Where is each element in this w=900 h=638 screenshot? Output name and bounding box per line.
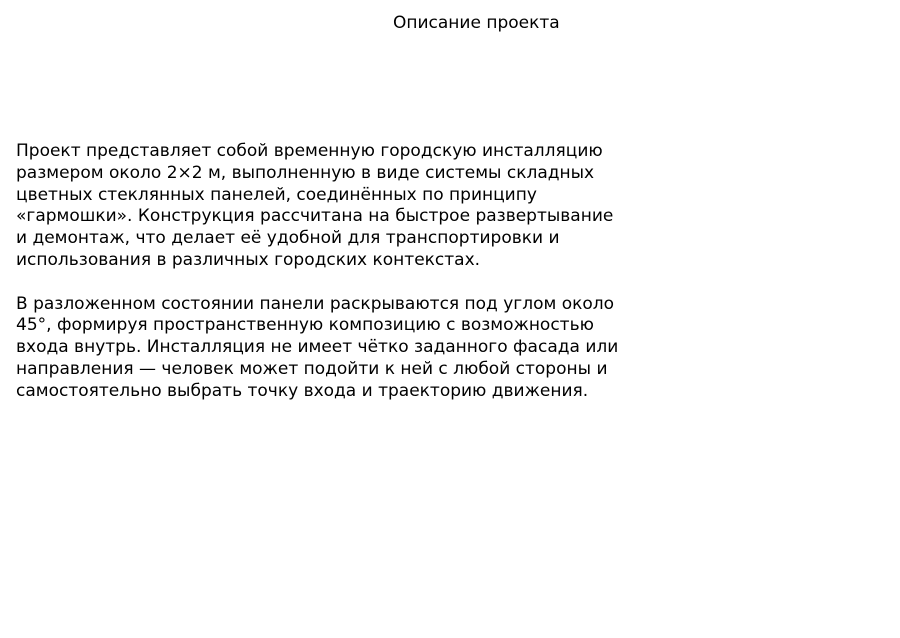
paragraph-line: В разложенном состоянии панели раскрываются под углом около [16, 293, 615, 314]
paragraph-line: и демонтаж, что делает её удобной для транспортировки и [16, 228, 560, 249]
document-body [16, 141, 676, 403]
page-title: Описание проекта [393, 13, 560, 33]
paragraph-2 [16, 294, 676, 403]
paragraph-line: самостоятельно выбрать точку входа и траекторию движения. [16, 380, 589, 401]
paragraph-line: входа внутрь. Инсталляция не имеет чётко заданного фасада или [16, 337, 619, 358]
paragraph-line: направления — человек может подойти к ней с любой стороны и [16, 358, 608, 379]
paragraph-line: Проект представляет собой временную городскую инсталляцию [16, 141, 603, 161]
paragraph-line: размером около 2×2 м, выполненную в виде системы складных [16, 162, 595, 183]
paragraph-line: «гармошки». Конструкция рассчитана на быстрое развертывание [16, 206, 614, 227]
paragraph-line: 45°, формируя пространственную композицию с возможностью [16, 315, 594, 336]
paragraph-1 [16, 141, 676, 272]
paragraph-line: цветных стеклянных панелей, соединённых по принципу [16, 184, 537, 205]
paragraph-line: использования в различных городских контекстах. [16, 249, 481, 270]
